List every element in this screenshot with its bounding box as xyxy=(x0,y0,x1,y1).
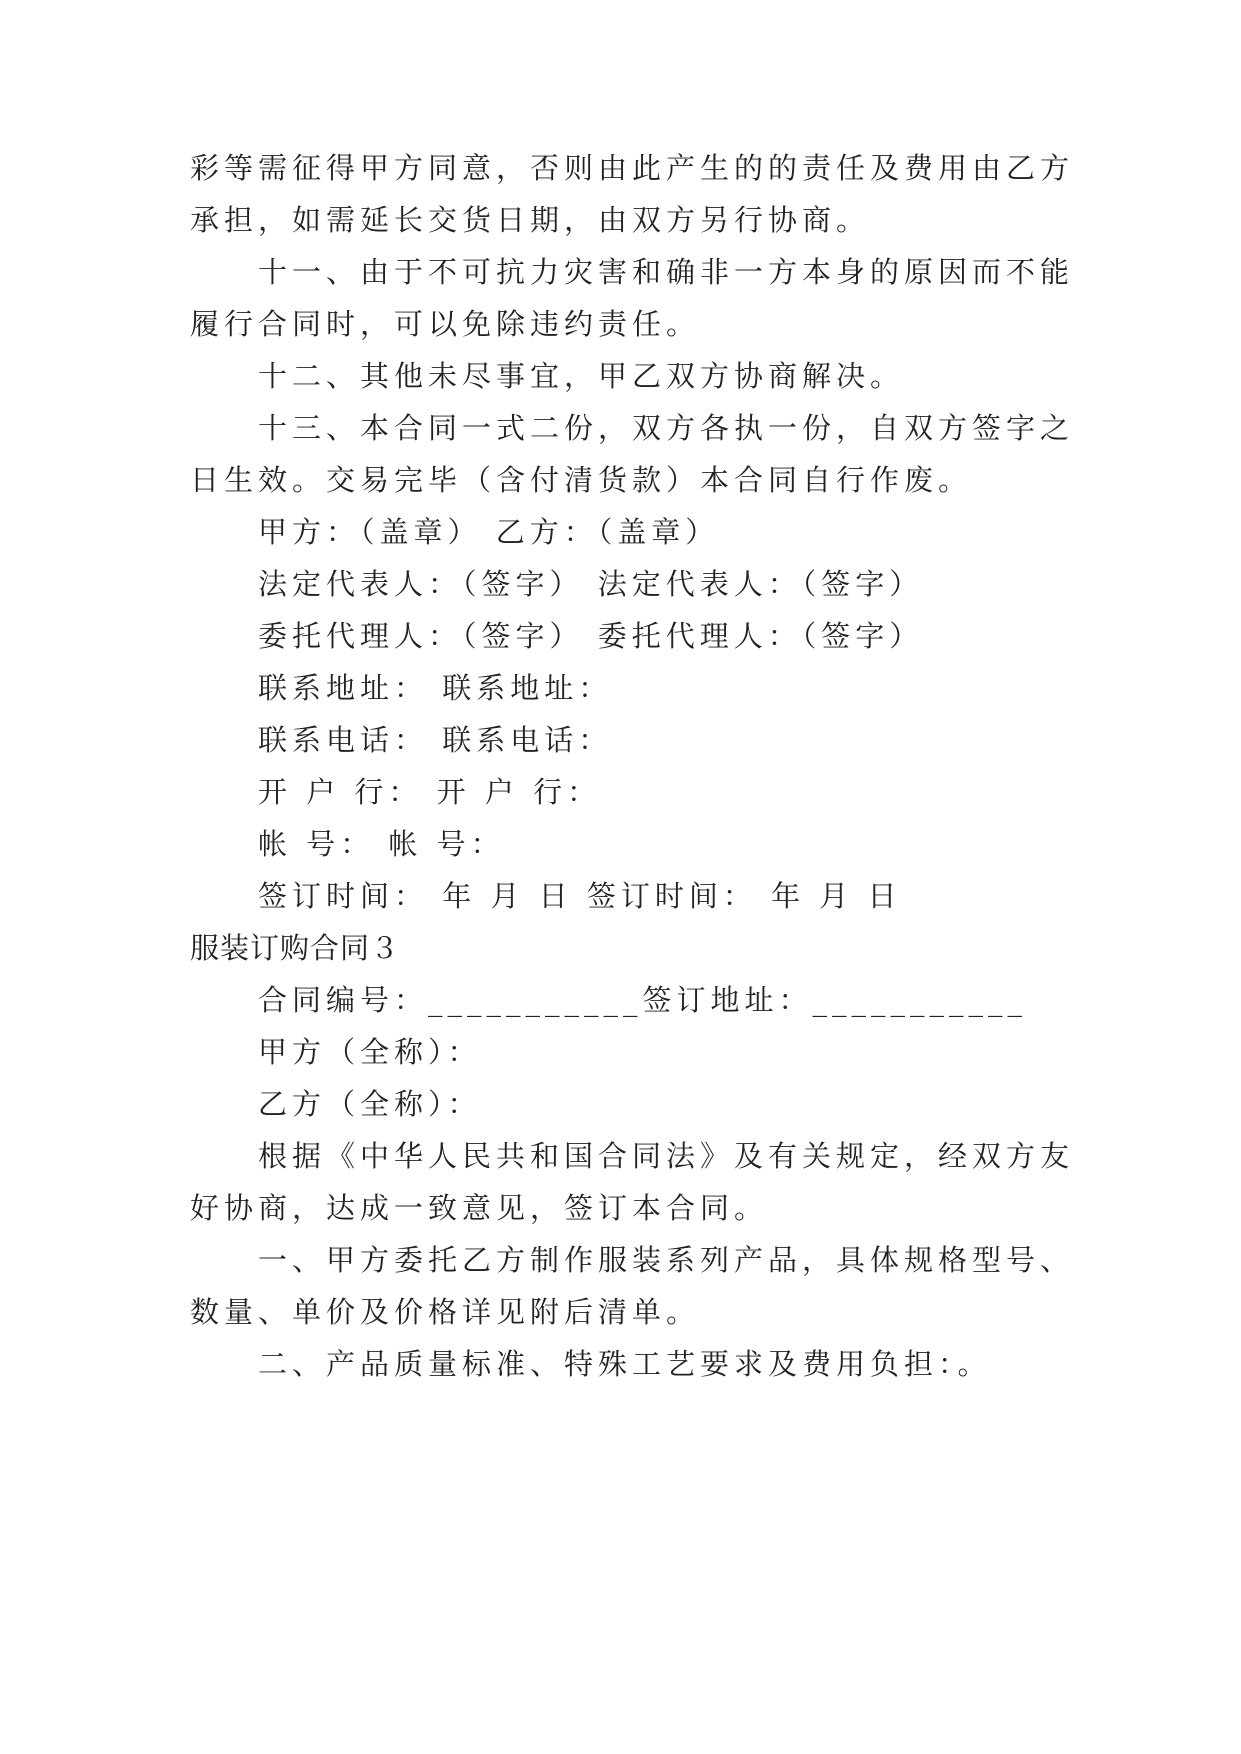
account-line: 帐 号： 帐 号： xyxy=(258,827,505,861)
preamble-line: 根据《中华人民共和国合同法》及有关规定，经双方友 xyxy=(258,1139,1075,1173)
clause-1-line: 一、甲方委托乙方制作服装系列产品，具体规格型号、 xyxy=(258,1243,1075,1277)
party-seal-line: 甲方：（盖章） 乙方：（盖章） xyxy=(258,515,720,549)
contract-title: 服装订购合同３ xyxy=(190,931,401,965)
legal-representative-line: 法定代表人：（签字） 法定代表人：（签字） xyxy=(258,567,924,601)
paragraph-line: 好协商，达成一致意见，签订本合同。 xyxy=(190,1191,769,1225)
clause-13-line: 十三、本合同一式二份，双方各执一份，自双方签字之 xyxy=(258,411,1075,445)
party-b-name-line: 乙方（全称）： xyxy=(258,1087,482,1121)
paragraph-line: 履行合同时，可以免除违约责任。 xyxy=(190,307,701,341)
signing-date-line: 签订时间： 年 月 日 签订时间： 年 月 日 xyxy=(258,879,902,913)
paragraph-line: 彩等需征得甲方同意，否则由此产生的的责任及费用由乙方 xyxy=(190,151,1075,185)
clause-11-line: 十一、由于不可抗力灾害和确非一方本身的原因而不能 xyxy=(258,255,1075,289)
clause-12-line: 十二、其他未尽事宜，甲乙双方协商解决。 xyxy=(258,359,905,393)
paragraph-line: 数量、单价及价格详见附后清单。 xyxy=(190,1295,701,1329)
agent-line: 委托代理人：（签字） 委托代理人：（签字） xyxy=(258,619,924,653)
phone-line: 联系电话： 联系电话： xyxy=(258,723,613,757)
paragraph-line: 日生效。交易完毕（含付清货款）本合同自行作废。 xyxy=(190,463,973,497)
clause-2-line: 二、产品质量标准、特殊工艺要求及费用负担：。 xyxy=(258,1347,992,1381)
address-line: 联系地址： 联系地址： xyxy=(258,671,613,705)
contract-number-line: 合同编号：___________签订地址：___________ xyxy=(258,983,1028,1017)
party-a-name-line: 甲方（全称）： xyxy=(258,1035,482,1069)
bank-line: 开 户 行： 开 户 行： xyxy=(258,775,602,809)
paragraph-line: 承担，如需延长交货日期，由双方另行协商。 xyxy=(190,203,871,237)
